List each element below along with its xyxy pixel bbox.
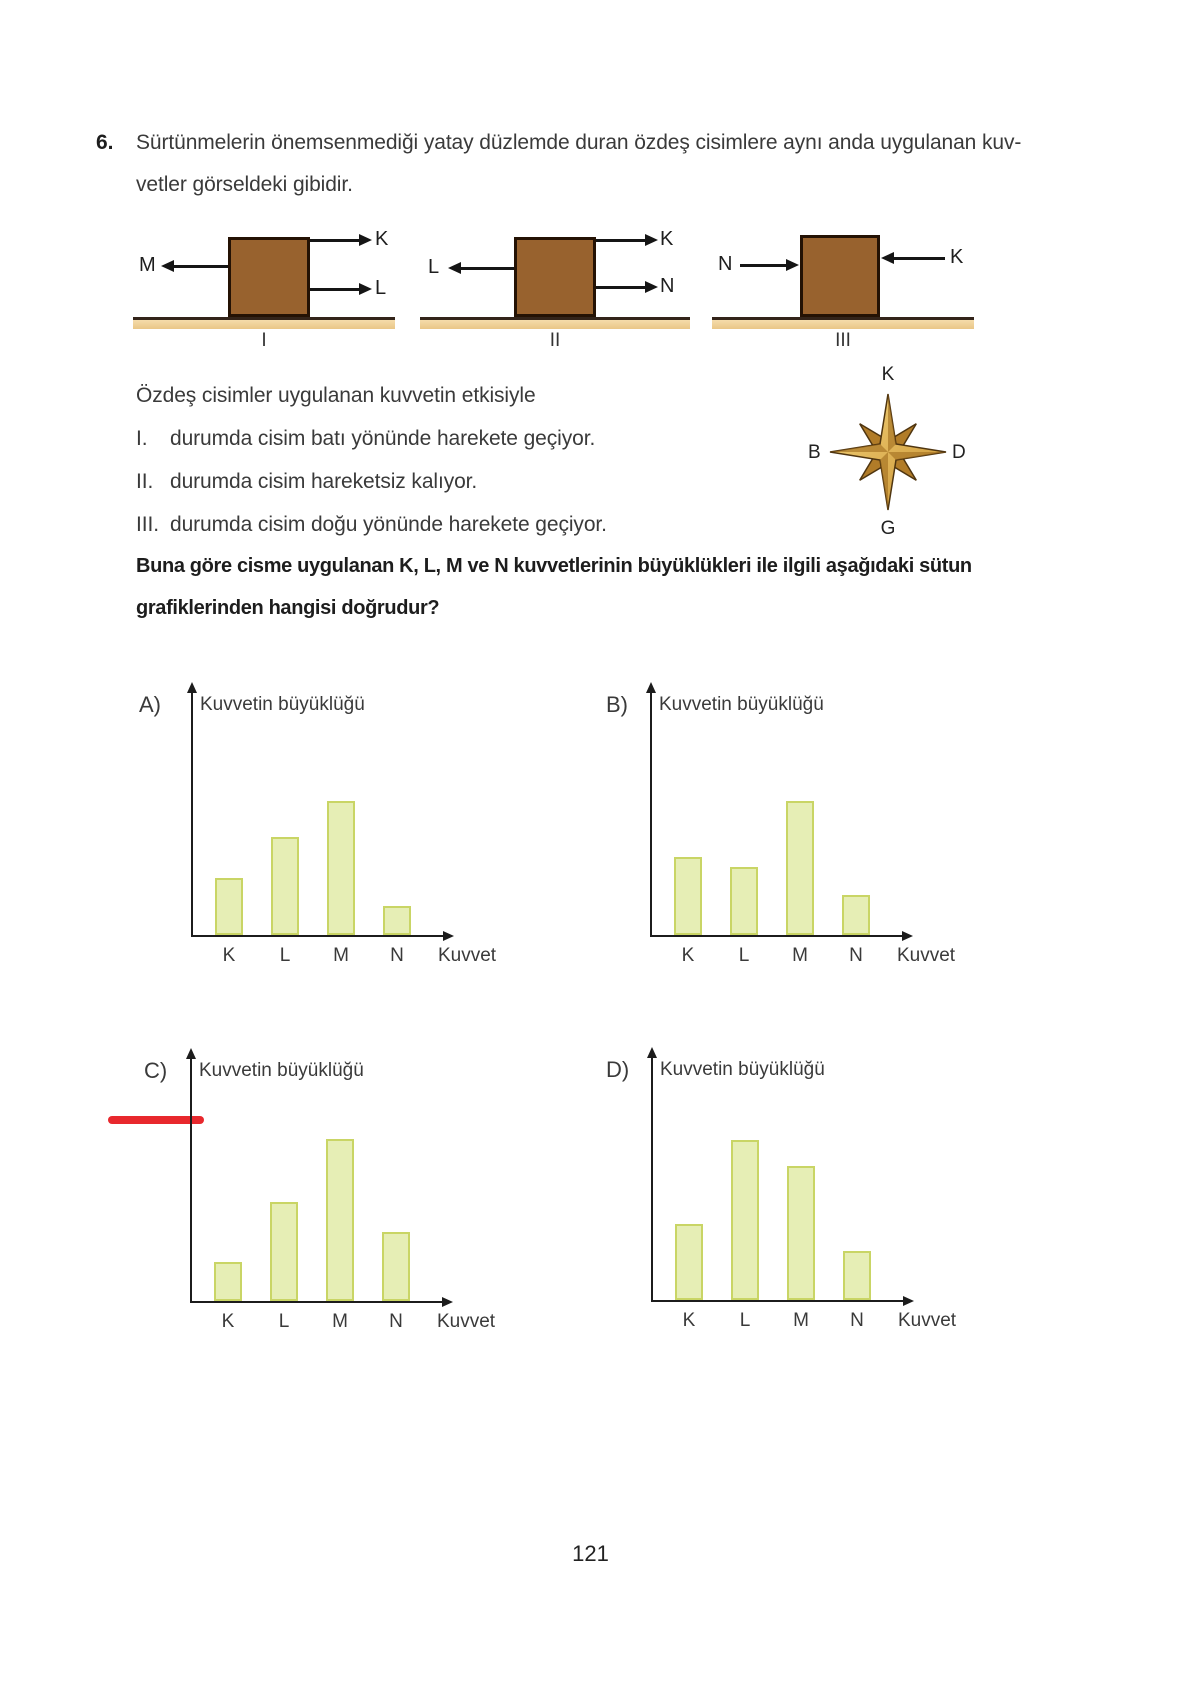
statement-intro: Özdeş cisimler uygulanan kuvvetin etkisiyle bbox=[136, 384, 536, 407]
statement-text: durumda cisim doğu yönünde harekete geçiyor. bbox=[170, 513, 607, 536]
x-axis-arrow-icon bbox=[442, 1297, 453, 1307]
arrowhead-right-icon bbox=[645, 281, 658, 293]
x-axis bbox=[190, 1301, 444, 1303]
y-axis-arrow-icon bbox=[646, 682, 656, 693]
x-axis-arrow-icon bbox=[443, 931, 454, 941]
statement-2 bbox=[136, 470, 477, 494]
compass-rose-icon bbox=[806, 362, 970, 538]
option-label: A) bbox=[139, 692, 161, 717]
svg-text:D: D bbox=[952, 442, 966, 463]
page-number: 121 bbox=[572, 1541, 609, 1566]
chart-option-b bbox=[606, 690, 960, 982]
arrowhead-right-icon bbox=[359, 234, 372, 246]
x-tick-label: K bbox=[222, 945, 236, 966]
plot-area bbox=[190, 1056, 452, 1303]
x-tick-label: M bbox=[333, 945, 349, 966]
statement-roman: I. bbox=[136, 427, 148, 450]
question-intro-line1: Sürtünmelerin önemsenmediği yatay düzlemde duran özdeş cisimlere aynı anda uygulanan kuv- bbox=[136, 131, 1022, 154]
arrowhead-left-icon bbox=[161, 260, 174, 272]
bar-M bbox=[786, 801, 814, 935]
statement-text: durumda cisim batı yönünde harekete geçiyor. bbox=[170, 427, 596, 450]
force-arrow-east-bottom bbox=[310, 288, 360, 291]
y-axis-title: Kuvvetin büyüklüğü bbox=[200, 694, 365, 715]
x-axis bbox=[650, 935, 904, 937]
ground bbox=[420, 317, 690, 329]
option-label: B) bbox=[606, 692, 628, 717]
x-tick-label: K bbox=[221, 1311, 235, 1332]
plot-area bbox=[191, 690, 453, 937]
force-arrow-push-west bbox=[893, 257, 945, 260]
block bbox=[514, 237, 596, 317]
ground bbox=[712, 317, 974, 329]
force-arrow-push-east bbox=[740, 264, 787, 267]
svg-text:B: B bbox=[808, 442, 821, 463]
force-label: N bbox=[718, 253, 733, 275]
option-label: D) bbox=[606, 1057, 630, 1082]
x-tick-label: N bbox=[389, 1311, 403, 1332]
arrowhead-right-icon bbox=[786, 259, 799, 271]
x-tick-label: M bbox=[793, 1310, 809, 1331]
x-tick-label: L bbox=[279, 945, 291, 966]
x-tick-label: K bbox=[681, 945, 695, 966]
plot-area bbox=[650, 690, 912, 937]
x-axis-arrow-icon bbox=[903, 1296, 914, 1306]
bar-L bbox=[271, 837, 299, 935]
block bbox=[800, 235, 880, 317]
diagram-label: II bbox=[549, 330, 561, 351]
x-tick-label: N bbox=[849, 945, 863, 966]
bar-K bbox=[214, 1262, 242, 1301]
y-axis-title: Kuvvetin büyüklüğü bbox=[660, 1059, 825, 1080]
bar-K bbox=[215, 878, 243, 935]
force-arrow-east-top bbox=[310, 239, 360, 242]
arrowhead-left-icon bbox=[881, 252, 894, 264]
force-label: K bbox=[375, 228, 389, 250]
bar-L bbox=[270, 1202, 298, 1301]
bar-M bbox=[327, 801, 355, 935]
x-axis-arrow-icon bbox=[902, 931, 913, 941]
force-arrow-west bbox=[460, 267, 514, 270]
question-intro-line2: vetler görseldeki gibidir. bbox=[136, 173, 353, 196]
y-axis-title: Kuvvetin büyüklüğü bbox=[659, 694, 824, 715]
statement-roman: II. bbox=[136, 470, 154, 493]
bar-N bbox=[383, 906, 411, 935]
diagram-case-3 bbox=[712, 226, 974, 360]
compass-rose bbox=[806, 362, 970, 538]
diagram-case-2 bbox=[420, 228, 690, 360]
force-label: L bbox=[428, 256, 440, 278]
bar-L bbox=[731, 1140, 759, 1300]
arrowhead-right-icon bbox=[359, 283, 372, 295]
statement-1 bbox=[136, 427, 595, 451]
x-tick-label: L bbox=[738, 945, 750, 966]
ground bbox=[133, 317, 395, 329]
diagram-label: III bbox=[835, 330, 851, 351]
arrowhead-right-icon bbox=[645, 234, 658, 246]
y-axis bbox=[651, 1057, 653, 1302]
block bbox=[228, 237, 310, 317]
diagram-label: I bbox=[261, 330, 267, 351]
chart-option-c bbox=[144, 1056, 500, 1348]
x-tick-label: N bbox=[390, 945, 404, 966]
force-arrow-east-top bbox=[596, 239, 646, 242]
force-arrow-west bbox=[173, 265, 228, 268]
x-axis-title: Kuvvet bbox=[897, 1310, 957, 1331]
y-axis-arrow-icon bbox=[187, 682, 197, 693]
statement-text: durumda cisim hareketsiz kalıyor. bbox=[170, 470, 478, 493]
bar-N bbox=[842, 895, 870, 935]
bar-K bbox=[675, 1224, 703, 1300]
x-tick-label: M bbox=[332, 1311, 348, 1332]
force-label: M bbox=[139, 254, 156, 276]
bar-L bbox=[730, 867, 758, 935]
option-label: C) bbox=[144, 1058, 168, 1083]
bar-M bbox=[326, 1139, 354, 1301]
question-prompt-line1: Buna göre cisme uygulanan K, L, M ve N kuvvetlerinin büyüklükleri ile ilgili aşağıdaki sütun bbox=[136, 555, 972, 577]
bar-N bbox=[843, 1251, 871, 1300]
x-axis-title: Kuvvet bbox=[437, 945, 497, 966]
chart-option-d bbox=[606, 1055, 961, 1347]
arrowhead-left-icon bbox=[448, 262, 461, 274]
question-prompt-line2: grafiklerinden hangisi doğrudur? bbox=[136, 597, 440, 619]
force-label: L bbox=[375, 277, 387, 299]
svg-text:G: G bbox=[880, 518, 896, 538]
x-axis bbox=[191, 935, 445, 937]
x-tick-label: N bbox=[850, 1310, 864, 1331]
y-axis bbox=[650, 692, 652, 937]
force-label: K bbox=[660, 228, 674, 250]
x-axis-title: Kuvvet bbox=[896, 945, 956, 966]
y-axis-arrow-icon bbox=[186, 1048, 196, 1059]
x-axis-title: Kuvvet bbox=[436, 1311, 496, 1332]
y-axis bbox=[191, 692, 193, 937]
bar-K bbox=[674, 857, 702, 935]
plot-area bbox=[651, 1055, 913, 1302]
y-axis-title: Kuvvetin büyüklüğü bbox=[199, 1060, 364, 1081]
bar-N bbox=[382, 1232, 410, 1301]
bar-M bbox=[787, 1166, 815, 1300]
x-tick-label: K bbox=[682, 1310, 696, 1331]
statement-roman: III. bbox=[136, 513, 159, 536]
diagram-case-1 bbox=[133, 228, 395, 360]
x-axis bbox=[651, 1300, 905, 1302]
chart-option-a bbox=[139, 690, 501, 982]
statement-3 bbox=[136, 513, 607, 537]
force-label: K bbox=[950, 246, 964, 268]
x-tick-label: M bbox=[792, 945, 808, 966]
x-tick-label: L bbox=[739, 1310, 751, 1331]
y-axis bbox=[190, 1058, 192, 1303]
force-label: N bbox=[660, 275, 675, 297]
force-arrow-east-bottom bbox=[596, 286, 646, 289]
svg-text:K: K bbox=[881, 364, 895, 385]
y-axis-arrow-icon bbox=[647, 1047, 657, 1058]
x-tick-label: L bbox=[278, 1311, 290, 1332]
question-number: 6. bbox=[96, 131, 114, 154]
